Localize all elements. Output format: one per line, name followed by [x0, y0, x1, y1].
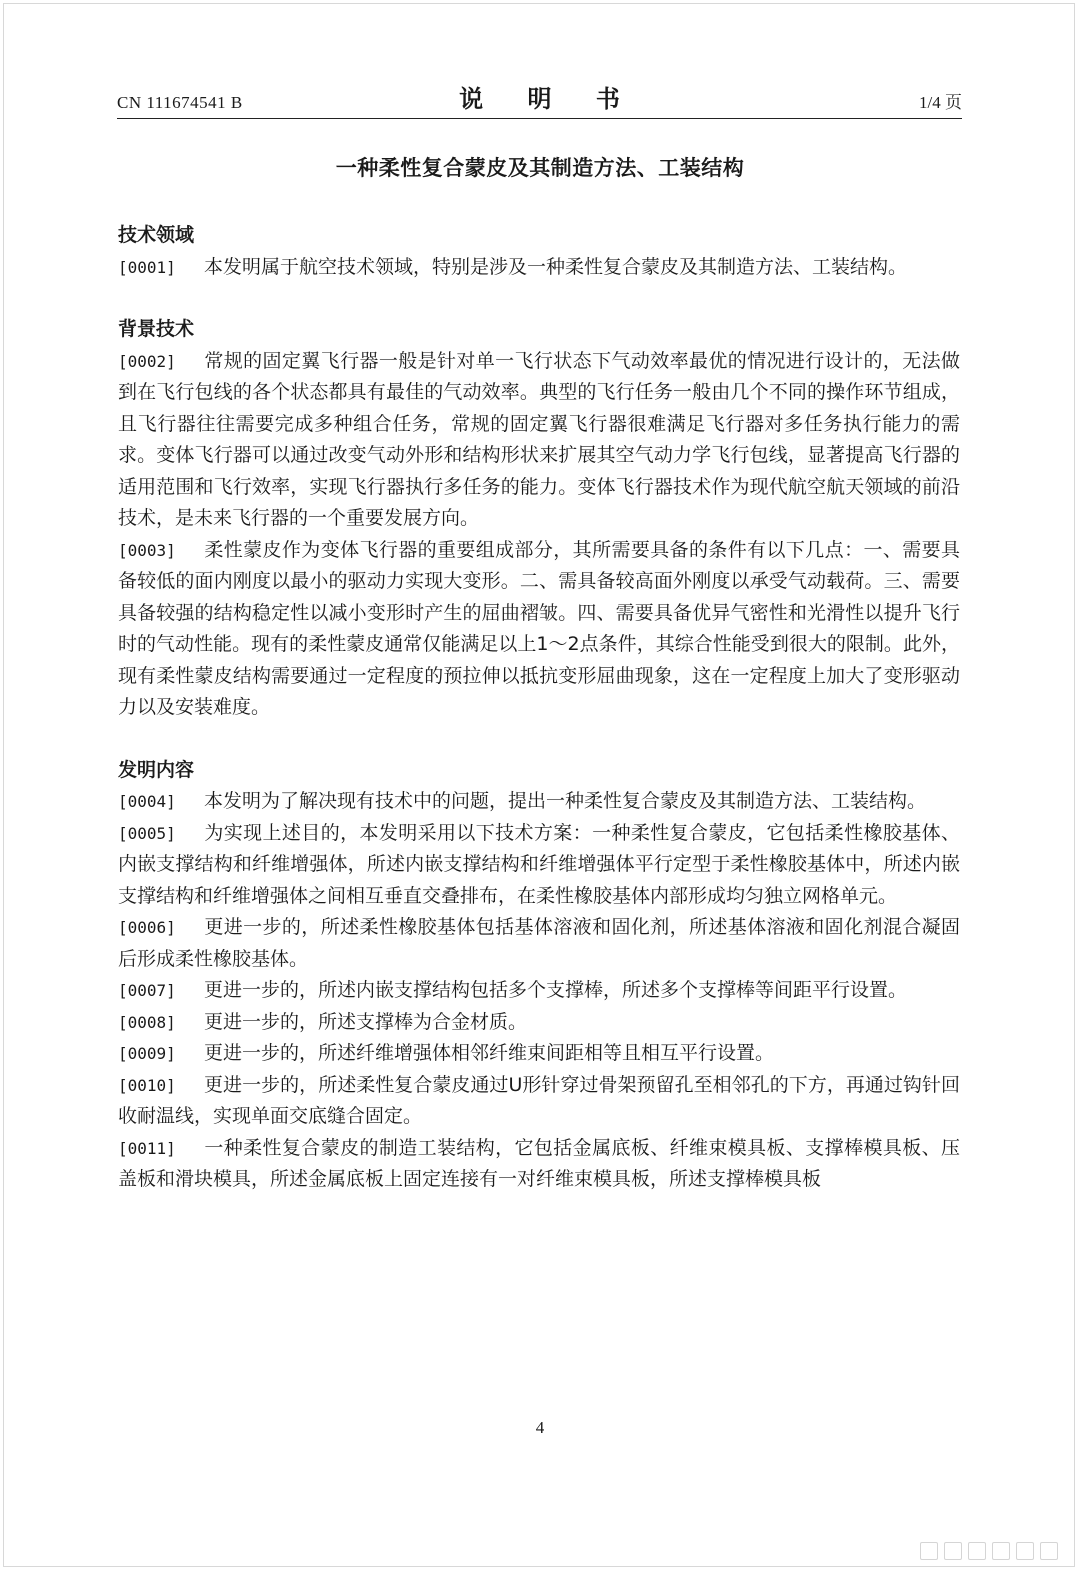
paragraph-number: [0007]: [118, 981, 176, 1000]
page-number: 4: [535, 1418, 545, 1437]
paragraph-number: [0010]: [118, 1075, 176, 1095]
page-info: 1/4 页: [919, 93, 962, 112]
document-body: [118, 220, 960, 1196]
paragraph-text: 更进一步的，所述柔性复合蒙皮通过U形针穿过骨架预留孔至相邻孔的下方，再通过钩针回收耐温线，实现单面交底缝合固定。: [118, 1073, 960, 1127]
paragraph: [118, 1007, 960, 1039]
paragraph: [118, 1133, 960, 1196]
paragraph-number: [0002]: [118, 351, 176, 371]
paragraph-number: [0001]: [118, 257, 176, 277]
paragraph-number: [0009]: [118, 1044, 176, 1063]
paragraph-text: 常规的固定翼飞行器一般是针对单一飞行状态下气动效率最优的情况进行设计的，无法做到在飞行包线的各个状态都具有最佳的气动效率。典型的飞行任务一般由几个不同的操作环节组成，且飞行器往往需要完成多种组合任务，常规的固定翼飞行器很难满足飞行器对多任务执行能力的需求。变体飞行器可以通过改变气动外形和结构形状来扩展其空气动力学飞行包线，显著提高飞行器的适用范围和飞行效率，实现飞行器执行多任务的能力。变体飞行器技术作为现代航空航天领域的前沿技术，是未来飞行器的一个重要发展方向。: [118, 349, 960, 529]
paragraph-number: [0003]: [118, 540, 176, 560]
paragraph-text: 更进一步的，所述支撑棒为合金材质。: [204, 1010, 528, 1033]
paragraph-text: 柔性蒙皮作为变体飞行器的重要组成部分，其所需要具备的条件有以下几点：一、需要具备较低的面内刚度以最小的驱动力实现大变形。二、需具备较高面外刚度以承受气动载荷。三、需要具备较强的结构稳定性以减小变形时产生的屈曲褶皱。四、需要具备优异气密性和光滑性以提升飞行时的气动性能。现有的柔性蒙皮通常仅能满足以上1～2点条件，其综合性能受到很大的限制。此外，现有柔性蒙皮结构需要通过一定程度的预拉伸以抵抗变形屈曲现象，这在一定程度上加大了变形驱动力以及安装难度。: [118, 538, 960, 718]
paragraph-text: 一种柔性复合蒙皮的制造工装结构，它包括金属底板、纤维束模具板、支撑棒模具板、压盖板和滑块模具，所述金属底板上固定连接有一对纤维束模具板，所述支撑棒模具板: [118, 1136, 960, 1190]
document-title: 一种柔性复合蒙皮及其制造方法、工装结构: [335, 156, 745, 180]
paragraph: [118, 1070, 960, 1133]
page-header: [117, 80, 962, 119]
paragraph: [118, 912, 960, 975]
paragraph-number: [0008]: [118, 1012, 176, 1032]
section-heading: 发明内容: [118, 758, 195, 781]
paragraph-text: 本发明为了解决现有技术中的问题，提出一种柔性复合蒙皮及其制造方法、工装结构。: [204, 790, 927, 812]
paragraph-text: 更进一步的，所述内嵌支撑结构包括多个支撑棒，所述多个支撑棒等间距平行设置。: [204, 979, 908, 1001]
paragraph: [118, 975, 960, 1007]
publication-number: CN 111674541 B: [117, 93, 243, 112]
section-heading: 背景技术: [118, 318, 195, 340]
paragraph: [118, 535, 960, 724]
paragraph-number: [0011]: [118, 1138, 176, 1158]
paragraph-text: 本发明属于航空技术领域，特别是涉及一种柔性复合蒙皮及其制造方法、工装结构。: [204, 255, 908, 278]
paragraph-text: 为实现上述目的，本发明采用以下技术方案：一种柔性复合蒙皮，它包括柔性橡胶基体、内嵌支撑结构和纤维增强体，所述内嵌支撑结构和纤维增强体平行定型于柔性橡胶基体中，所述内嵌支撑结构和纤维增强体之间相互垂直交叠排布，在柔性橡胶基体内部形成均匀独立网格单元。: [118, 821, 960, 907]
document-type: 说 明 书: [459, 85, 638, 113]
paragraph: [118, 346, 960, 535]
paragraph: [118, 1038, 960, 1070]
paragraph-number: [0005]: [118, 823, 176, 843]
section-heading: 技术领域: [118, 224, 195, 246]
paragraph-text: 更进一步的，所述柔性橡胶基体包括基体溶液和固化剂，所述基体溶液和固化剂混合凝固后形成柔性橡胶基体。: [118, 916, 960, 970]
paragraph: [118, 786, 960, 818]
watermark-icon: [920, 1542, 1058, 1560]
paragraph: [118, 252, 960, 284]
paragraph: [118, 818, 960, 913]
paragraph-number: [0004]: [118, 792, 176, 811]
paragraph-text: 更进一步的，所述纤维增强体相邻纤维束间距相等且相互平行设置。: [204, 1042, 775, 1064]
paragraph-number: [0006]: [118, 918, 176, 937]
